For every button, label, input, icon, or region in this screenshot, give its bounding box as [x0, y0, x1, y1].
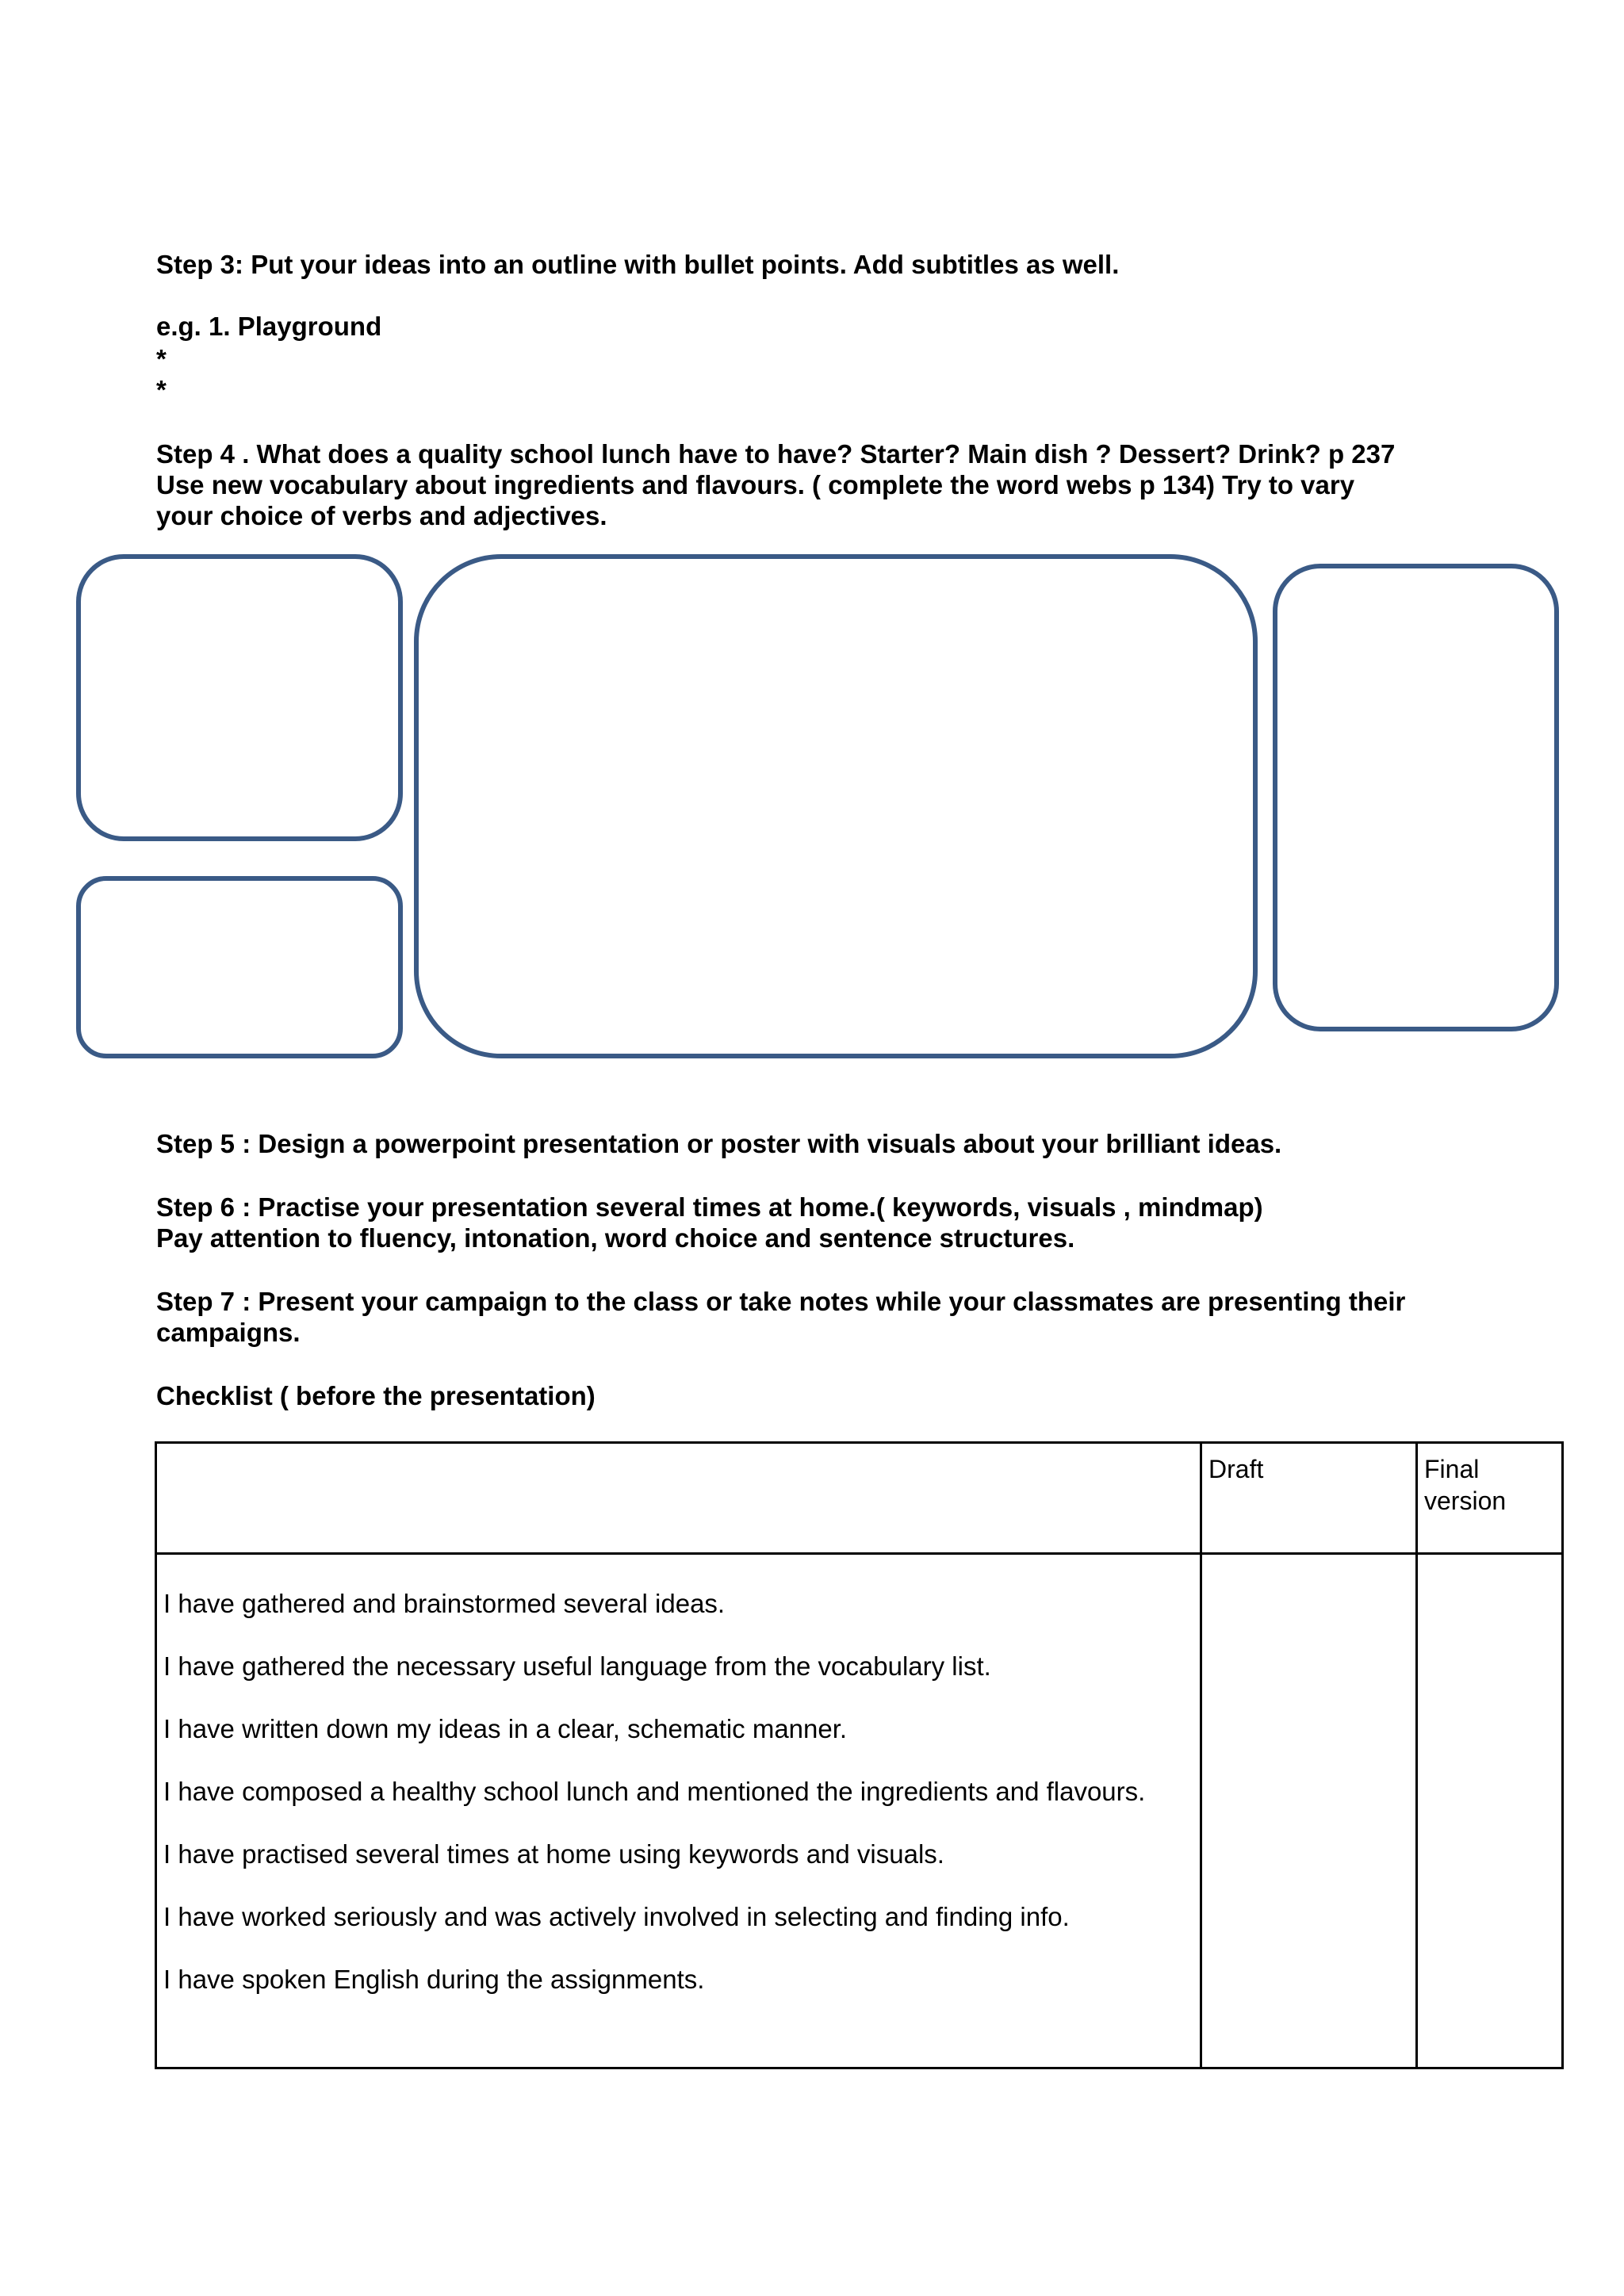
checklist-item: I have worked seriously and was actively involved in selecting and finding info. — [163, 1902, 1070, 1931]
col-final-label: Final — [1424, 1455, 1480, 1483]
checklist-items-cell — [156, 1554, 1201, 2068]
step3-bullet: * — [156, 375, 167, 404]
lunch-box-starter — [76, 554, 403, 841]
step4-line: Step 4 . What does a quality school lunch have to have? Starter? Main dish ? Dessert? Drink? p 237 — [156, 439, 1396, 469]
lunch-box-drink — [1273, 564, 1559, 1031]
step3-example: e.g. 1. Playground — [156, 312, 382, 341]
checklist-item: I have composed a healthy school lunch and mentioned the ingredients and flavours. — [163, 1777, 1146, 1806]
step7-line: Step 7 : Present your campaign to the class or take notes while your classmates are presenting their — [156, 1287, 1406, 1316]
checklist-body-row — [156, 1554, 1563, 2068]
step6-line: Pay attention to fluency, intonation, word choice and sentence structures. — [156, 1223, 1075, 1253]
step7-line: campaigns. — [156, 1318, 301, 1347]
header-draft-cell — [1201, 1443, 1417, 1554]
step3-heading: Step 3: Put your ideas into an outline with bullet points. Add subtitles as well. — [156, 250, 1120, 279]
draft-check-cell[interactable] — [1201, 1554, 1417, 2068]
checklist-item: I have written down my ideas in a clear, schematic manner. — [163, 1714, 848, 1743]
step5-text: Step 5 : Design a powerpoint presentation or poster with visuals about your brilliant ideas. — [156, 1129, 1282, 1158]
step3-bullet: * — [156, 344, 167, 373]
checklist-table — [155, 1441, 1564, 2069]
checklist-header-row — [156, 1443, 1563, 1554]
col-final-label: version — [1424, 1487, 1507, 1515]
checklist-item: I have gathered the necessary useful language from the vocabulary list. — [163, 1651, 991, 1681]
header-final-cell — [1417, 1443, 1563, 1554]
final-check-cell[interactable] — [1417, 1554, 1563, 2068]
step4-line: Use new vocabulary about ingredients and flavours. ( complete the word webs p 134) Try to vary — [156, 470, 1355, 499]
col-draft-label: Draft — [1208, 1455, 1264, 1483]
lunch-box-main-dish — [414, 554, 1258, 1058]
checklist-item: I have gathered and brainstormed several ideas. — [163, 1589, 726, 1618]
header-empty-cell — [156, 1443, 1201, 1554]
checklist-heading: Checklist ( before the presentation) — [156, 1381, 596, 1410]
lunch-box-dessert — [76, 876, 403, 1058]
checklist-item: I have practised several times at home using keywords and visuals. — [163, 1839, 944, 1869]
step4-line: your choice of verbs and adjectives. — [156, 501, 607, 530]
checklist-item: I have spoken English during the assignments. — [163, 1965, 705, 1994]
step6-line: Step 6 : Practise your presentation several times at home.( keywords, visuals , mindmap) — [156, 1192, 1263, 1222]
